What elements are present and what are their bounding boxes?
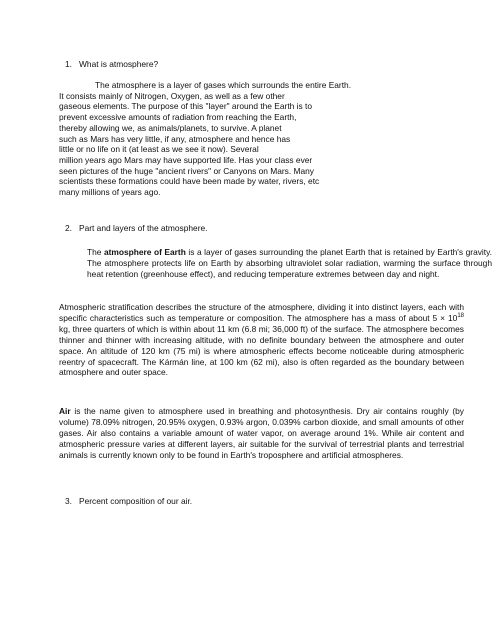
answer-line: It consists mainly of Nitrogen, Oxygen, as well as a few other bbox=[59, 90, 285, 101]
answer-line: gaseous elements. The purpose of this "layer" around the Earth is to bbox=[59, 101, 312, 112]
paragraph-text: kg, three quarters of which is within about 11 km (6.8 mi; 36,000 ft) of the surface. The atmosphere becomes thinner and thinner with increasing altitude, with no definite boundary between the atmosphere and outer space. An altitude of 120 km (75 mi) is where atmospheric effects become noticeable during atmospheric reentry of spacecraft. The Kármán line, at 100 km (62 mi), also is often regarded as the boundary between atmosphere and outer space. bbox=[59, 323, 464, 378]
question-number: 1. bbox=[65, 59, 72, 69]
paragraph-text: is a layer of gases surrounding the planet Earth that is retained by Earth's gravity. The atmosphere protects life on Earth by absorbing ultraviolet solar radiation, warming the surface through heat retention (greenhouse effect), and reducing temperature extremes between day and night. bbox=[87, 247, 492, 279]
question-text: Percent composition of our air. bbox=[79, 496, 193, 506]
exponent: 18 bbox=[457, 313, 464, 320]
question-3 bbox=[65, 496, 192, 506]
question-number: 2. bbox=[65, 223, 72, 233]
answer-line: such as Mars has very little, if any, atmosphere and hence has bbox=[59, 133, 291, 144]
answer-line: little or no life on it (at least as we see it now). Several bbox=[59, 144, 259, 155]
question-1 bbox=[65, 59, 158, 69]
paragraph-text: is the name given to atmosphere used in breathing and photosynthesis. Dry air contains roughly (by volume) 78.09% nitrogen, 20.95% oxygen, 0.93% argon, 0.039% carbon dioxide, and small amounts of other gases. Air also contains a variable amount of water vapor, on average around 1%. While air content and atmospheric pressure varies at different layers, air suitable for the survival of terrestrial plants and terrestrial animals is currently known only to be found in Earth's troposphere and artificial atmospheres. bbox=[59, 406, 464, 460]
answer-line: scientists these formations could have been made by water, rivers, etc bbox=[59, 176, 320, 187]
answer-line: seen pictures of the huge "ancient rivers" or Canyons on Mars. Many bbox=[59, 165, 314, 176]
answer-line: prevent excessive amounts of radiation from reaching the Earth, bbox=[59, 112, 297, 123]
answer-line: million years ago Mars may have supported life. Has your class ever bbox=[59, 154, 313, 165]
answer-line: many millions of years ago. bbox=[59, 187, 161, 198]
paragraph-air bbox=[59, 406, 464, 461]
paragraph-atmosphere-of-earth bbox=[59, 247, 492, 280]
answer-line: The atmosphere is a layer of gases which surrounds the entire Earth. bbox=[95, 80, 352, 90]
bold-term: atmosphere of Earth bbox=[103, 247, 186, 257]
bold-term: Air bbox=[59, 406, 71, 416]
question-1-answer bbox=[59, 80, 351, 198]
paragraph-stratification bbox=[59, 302, 464, 378]
question-text: What is atmosphere? bbox=[79, 59, 159, 69]
answer-line: thereby allowing we, as animals/planets, to survive. A planet bbox=[59, 122, 282, 133]
question-number: 3. bbox=[65, 496, 72, 506]
question-2 bbox=[65, 223, 208, 233]
paragraph-text: The bbox=[87, 247, 104, 257]
question-text: Part and layers of the atmosphere. bbox=[79, 223, 208, 233]
paragraph-text: Atmospheric stratification describes the structure of the atmosphere, dividing it into distinct layers, each with specific characteristics such as temperature or composition. The atmosphere has a mass of about 5 × 10 bbox=[59, 302, 464, 323]
